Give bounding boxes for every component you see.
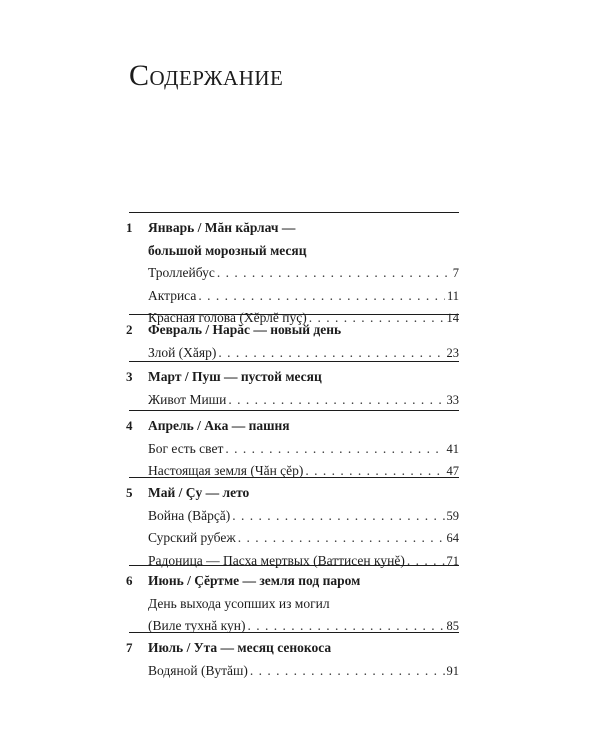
- toc-entry[interactable]: [148, 343, 459, 363]
- toc-entry-title: Злой (Хăяр): [148, 344, 217, 360]
- toc-entry-title: Красная голова (Хĕрлĕ пуç): [148, 310, 307, 325]
- chapter-number: 5: [126, 485, 133, 500]
- dot-leader: [250, 661, 445, 681]
- toc-entry[interactable]: [148, 661, 459, 681]
- dot-leader: [407, 551, 445, 571]
- chapter-heading: Май / Çу — лето: [148, 485, 250, 500]
- toc-entry-title: Водяной (Вутăш): [148, 662, 248, 678]
- dot-leader: [228, 390, 444, 410]
- chapter-divider: [129, 314, 459, 315]
- dot-leader: [305, 461, 444, 481]
- toc-entry-title: Настоящая земля (Чăн çĕр): [148, 463, 304, 478]
- dot-leader: [217, 263, 451, 283]
- chapter-number: 3: [126, 369, 133, 384]
- chapter-divider: [129, 477, 459, 478]
- toc-entry[interactable]: [148, 506, 459, 526]
- toc-entry-title: Актриса: [148, 287, 197, 303]
- page-number: 64: [446, 531, 459, 545]
- toc-entry-title: Война (Вăрçă): [148, 507, 231, 523]
- page-title: Содержание: [129, 59, 284, 92]
- dot-leader: [247, 616, 444, 636]
- chapter-heading: Февраль / Нарăс — новый день: [148, 322, 342, 337]
- toc-entry-title: Бог есть свет: [148, 440, 224, 456]
- page-number: 11: [446, 288, 459, 303]
- chapter-heading: Январь / Мăн кăрлач —: [148, 220, 296, 235]
- chapter-number: 2: [126, 322, 133, 337]
- toc-entry[interactable]: [148, 551, 459, 571]
- page-number: 33: [446, 392, 459, 407]
- dot-leader: [225, 439, 444, 459]
- chapter-number: 4: [126, 418, 133, 433]
- page-number: 85: [446, 619, 459, 633]
- toc-entry-title: Радоница — Пасха мертвых (Ваттисен кунĕ): [148, 552, 405, 568]
- chapter-divider: [129, 632, 459, 633]
- toc-entry[interactable]: [148, 390, 459, 410]
- dot-leader: [198, 286, 445, 306]
- toc-entry-title: (Виле тухнă кун): [148, 618, 246, 633]
- dot-leader: [232, 506, 444, 526]
- page-number: 14: [446, 311, 459, 325]
- toc-entry-title: Сурский рубеж: [148, 530, 236, 545]
- chapter-heading: Апрель / Ака — пашня: [148, 418, 290, 433]
- toc-entry-line: День выхода усопших из могил: [148, 595, 330, 611]
- toc-entry[interactable]: [148, 461, 459, 481]
- page-number: 47: [446, 464, 459, 478]
- page-number: 41: [446, 441, 459, 456]
- chapter-heading: большой морозный месяц: [148, 242, 307, 258]
- toc-entry[interactable]: [148, 263, 459, 283]
- chapter-heading: Март / Пуш — пустой месяц: [148, 369, 322, 384]
- chapter-divider: [129, 410, 459, 411]
- toc-entry-title: Троллейбус: [148, 265, 215, 280]
- chapter-number: 7: [126, 640, 133, 655]
- page-number: 23: [446, 345, 459, 360]
- chapter-divider: [129, 565, 459, 566]
- dot-leader: [218, 343, 444, 363]
- page-number: 71: [446, 553, 459, 568]
- toc-entry[interactable]: [148, 528, 459, 548]
- chapter-heading: Июнь / Çĕртме — земля под паром: [148, 573, 361, 588]
- toc-entry-title: Живот Миши: [148, 391, 227, 407]
- page-number: 91: [446, 663, 459, 678]
- dot-leader: [238, 528, 445, 548]
- toc-entry[interactable]: [148, 616, 459, 636]
- toc-entry[interactable]: [148, 286, 459, 306]
- page-number: 59: [446, 508, 459, 523]
- chapter-divider: [129, 361, 459, 362]
- page-number: 7: [452, 266, 459, 280]
- chapter-heading: Июль / Ута — месяц сенокоса: [148, 640, 332, 655]
- chapter-number: 1: [126, 220, 133, 235]
- chapter-divider: [129, 212, 459, 213]
- chapter-number: 6: [126, 573, 133, 588]
- toc-entry[interactable]: [148, 439, 459, 459]
